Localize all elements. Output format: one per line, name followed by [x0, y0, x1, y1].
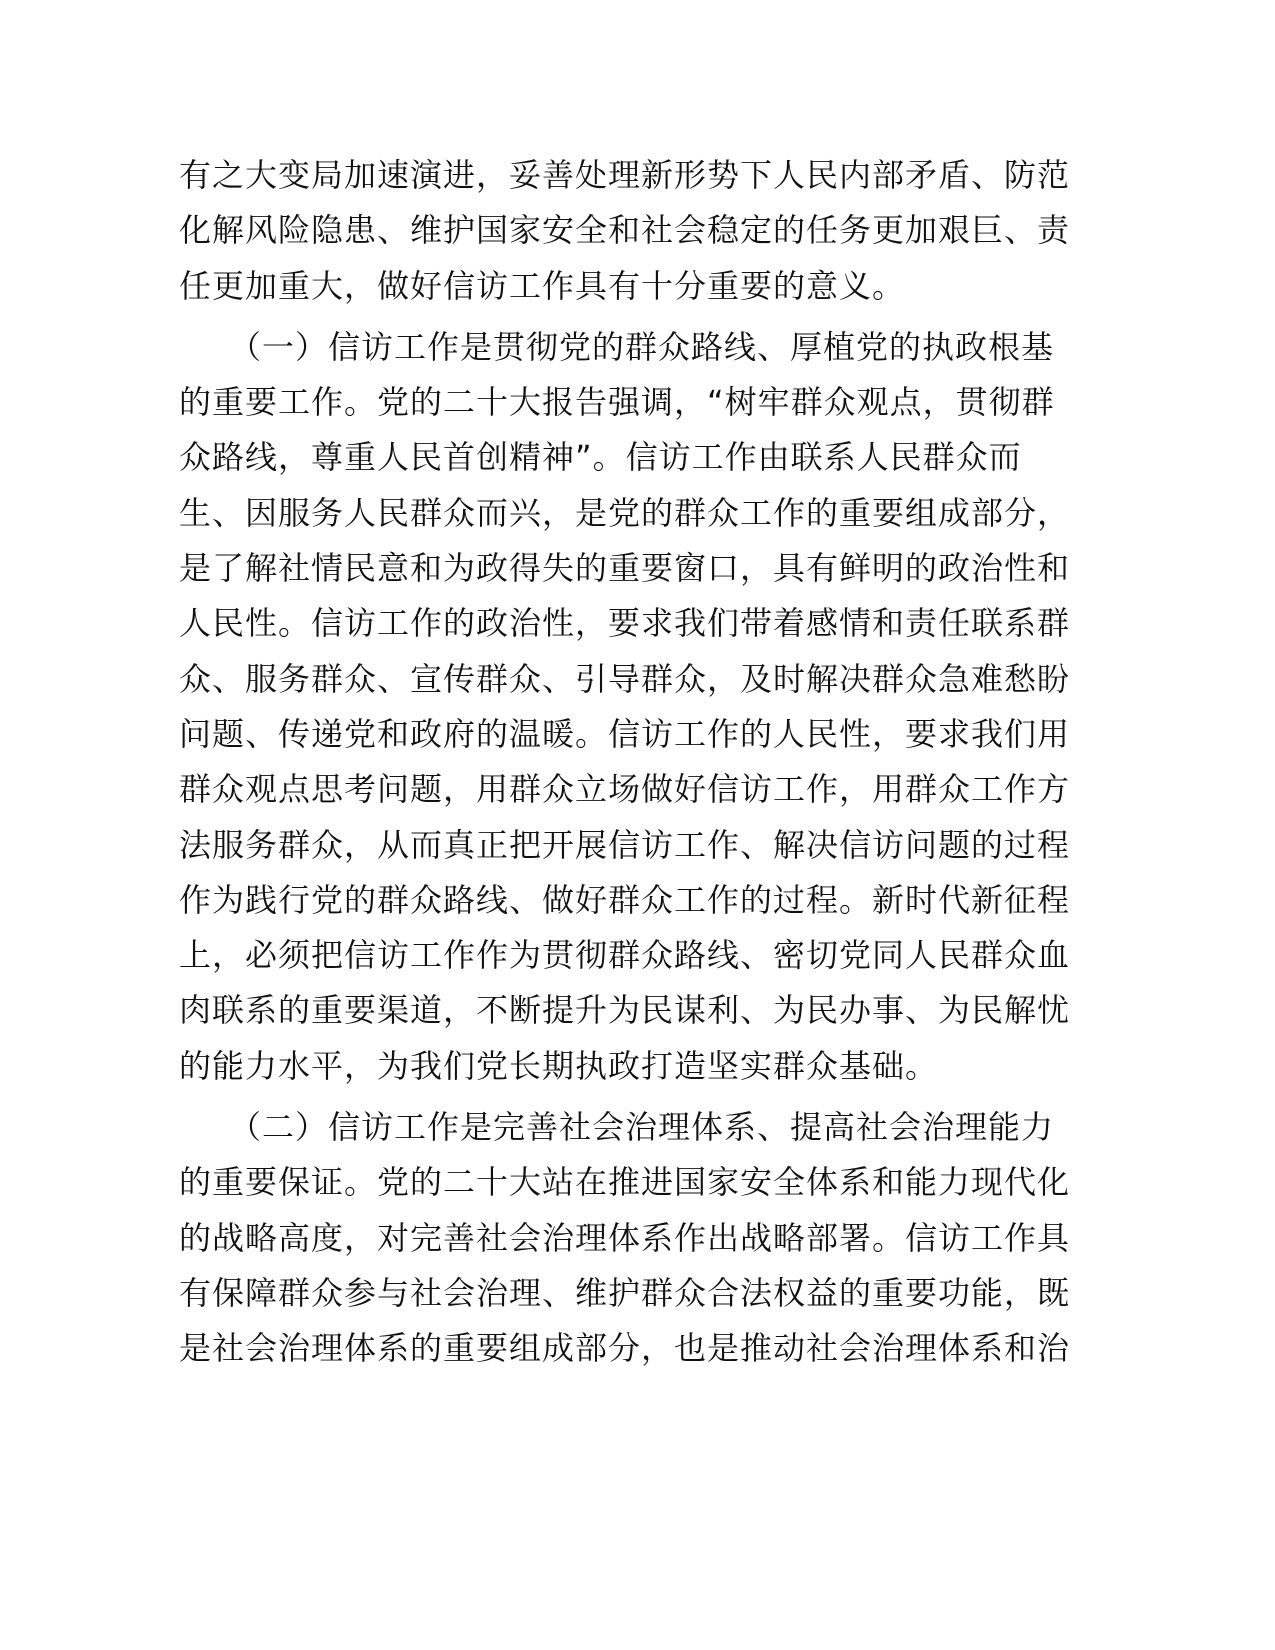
text-line: 有之大变局加速演进，妥善处理新形势下人民内部矛盾、防范: [179, 156, 1071, 194]
text-line: 肉联系的重要渠道，不断提升为民谋利、为民办事、为民解忧: [179, 991, 1071, 1030]
text-line: 有保障群众参与社会治理、维护群众合法权益的重要功能，既: [179, 1273, 1071, 1312]
text-line: 群众观点思考问题，用群众立场做好信访工作，用群众工作方: [179, 770, 1071, 809]
text-line: 是了解社情民意和为政得失的重要窗口，具有鲜明的政治性和: [179, 549, 1071, 588]
text-line: 法服务群众，从而真正把开展信访工作、解决信访问题的过程: [179, 825, 1071, 864]
text-line: （一）信访工作是贯彻党的群众路线、厚植党的执政根基: [179, 327, 1055, 366]
text-line: （二）信访工作是完善社会治理体系、提高社会治理能力: [179, 1108, 1055, 1147]
text-line: 的能力水平，为我们党长期执政打造坚实群众基础。: [179, 1046, 939, 1085]
paragraph-section-two: [179, 1100, 1071, 1376]
body-text: [179, 148, 1071, 1377]
text-line: 的战略高度，对完善社会治理体系作出战略部署。信访工作具: [179, 1218, 1071, 1257]
paragraph-section-one: [179, 320, 1071, 1094]
text-line: 人民性。信访工作的政治性，要求我们带着感情和责任联系群: [179, 604, 1071, 643]
text-line: 的重要保证。党的二十大站在推进国家安全体系和能力现代化: [179, 1163, 1071, 1202]
text-line: 众路线，尊重人民首创精神”。信访工作由联系人民群众而: [179, 438, 1022, 477]
text-line: 问题、传递党和政府的温暖。信访工作的人民性，要求我们用: [179, 714, 1071, 753]
text-line: 上，必须把信访工作作为贯彻群众路线、密切党同人民群众血: [179, 936, 1071, 975]
text-line: 众、服务群众、宣传群众、引导群众，及时解决群众急难愁盼: [179, 659, 1071, 698]
text-line: 生、因服务人民群众而兴，是党的群众工作的重要组成部分，: [179, 493, 1071, 532]
text-line: 的重要工作。党的二十大报告强调，“树牢群众观点，贯彻群: [179, 383, 1055, 422]
text-line: 是社会治理体系的重要组成部分，也是推动社会治理体系和治: [179, 1329, 1071, 1368]
text-line: 化解风险隐患、维护国家安全和社会稳定的任务更加艰巨、责: [179, 211, 1071, 250]
text-line: 作为践行党的群众路线、做好群众工作的过程。新时代新征程: [179, 880, 1071, 919]
text-line: 任更加重大，做好信访工作具有十分重要的意义。: [179, 266, 906, 305]
paragraph-intro-continuation: [179, 148, 1071, 314]
